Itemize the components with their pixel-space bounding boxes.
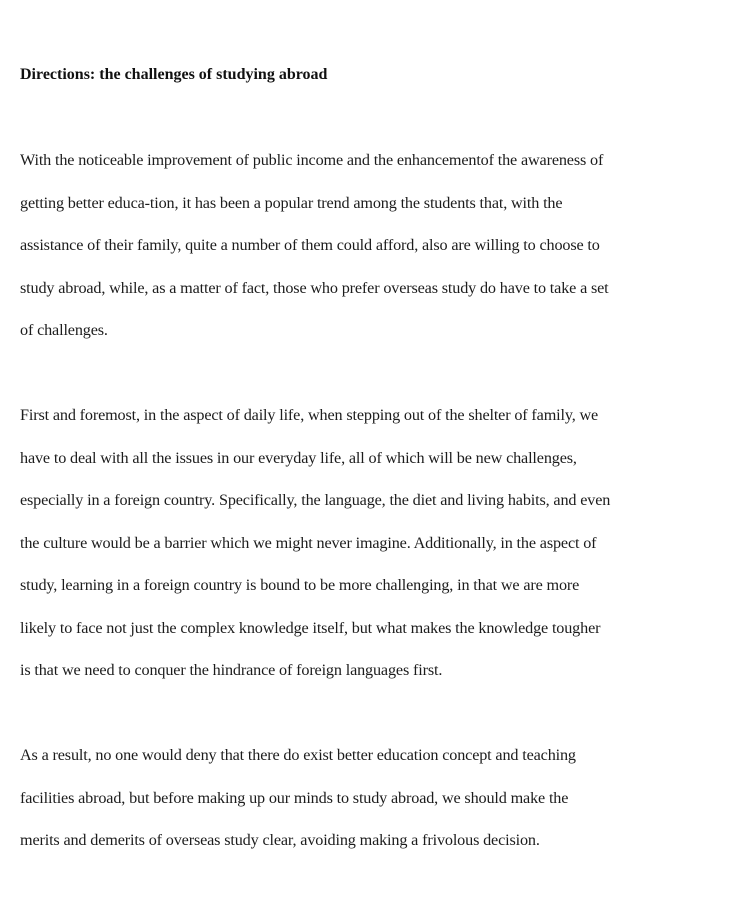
paragraph-2-line-4: the culture would be a barrier which we might never imagine. Additionally, in the aspect of [20, 534, 597, 552]
paragraph-1-line-4: study abroad, while, as a matter of fact, those who prefer overseas study do have to take a set [20, 279, 609, 297]
paragraph-1-line-5: of challenges. [20, 321, 108, 339]
paragraph-2-line-7: is that we need to conquer the hindrance of foreign languages first. [20, 661, 443, 679]
paragraph-2-line-3: especially in a foreign country. Specifically, the language, the diet and living habits, and even [20, 491, 611, 509]
paragraph-3-line-2: facilities abroad, but before making up our minds to study abroad, we should make the [20, 789, 569, 807]
paragraph-1-line-1: With the noticeable improvement of public income and the enhancementof the awareness of [20, 151, 604, 169]
paragraph-2-line-5: study, learning in a foreign country is bound to be more challenging, in that we are more [20, 576, 580, 594]
document-title: Directions: the challenges of studying abroad [20, 66, 328, 83]
paragraph-3-line-3: merits and demerits of overseas study clear, avoiding making a frivolous decision. [20, 831, 540, 849]
paragraph-2-line-2: have to deal with all the issues in our everyday life, all of which will be new challenges, [20, 449, 577, 467]
paragraph-3-line-1: As a result, no one would deny that there do exist better education concept and teaching [20, 746, 576, 764]
paragraph-2-line-6: likely to face not just the complex knowledge itself, but what makes the knowledge tougher [20, 619, 601, 637]
paragraph-1-line-2: getting better educa-tion, it has been a popular trend among the students that, with the [20, 194, 563, 212]
paragraph-2-line-1: First and foremost, in the aspect of daily life, when stepping out of the shelter of family, we [20, 406, 599, 424]
paragraph-1-line-3: assistance of their family, quite a number of them could afford, also are willing to choose to [20, 236, 600, 254]
